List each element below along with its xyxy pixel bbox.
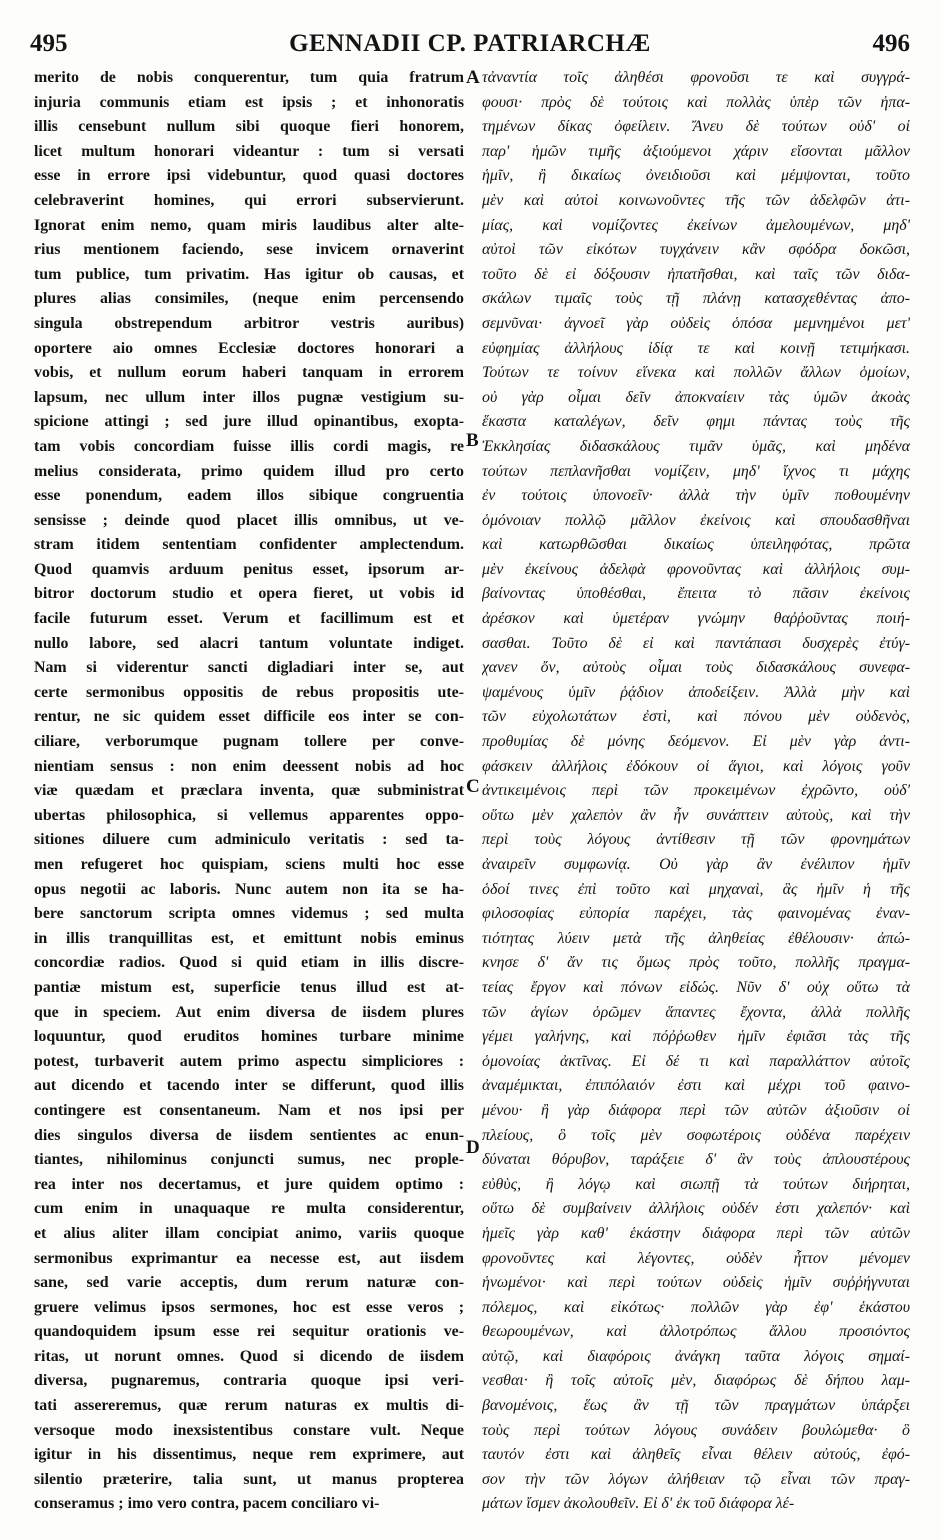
latin-text-line: opus negotii ac laboris. Nunc autem non ita se ha- bbox=[34, 880, 464, 898]
greek-text-line: μάτων ἴσμεν ἀκολουθεῖν. Εἰ δ' ἐκ τοῦ διάφορα λέ- bbox=[482, 1495, 795, 1513]
latin-text-line: sermonibus exprimantur ea necesse est, aut iisdem bbox=[34, 1249, 464, 1267]
greek-text-line: αὐτοὶ τῶν εἰκότων τυγχάνειν κἂν σφόδρα δοκῶσι, bbox=[482, 241, 910, 259]
latin-text-line: in illis tranquillitas est, et emittunt nobis eminus bbox=[34, 929, 464, 947]
latin-text-line: pantiæ mistum est, superficie tenus illud est at- bbox=[34, 978, 464, 996]
latin-text-line: ritas, ut norunt omnes. Quod si dicendo de iisdem bbox=[34, 1347, 464, 1365]
greek-text-line: ἀναιρεῖν συμφωνίᾳ. Οὐ γὰρ ἂν ἐνέλιπον ἡμῖν bbox=[482, 856, 910, 873]
latin-text-line: contingere est consentaneum. Nam et nos ipsi per bbox=[34, 1101, 464, 1119]
greek-text-line: χανεν ὄν, αὐτοὺς οἶμαι τοὺς διδασκάλους συνεφα- bbox=[482, 659, 910, 677]
latin-text-line: esse in errore ipsi videbuntur, quod quasi doctores bbox=[34, 167, 464, 185]
latin-text-line: nullo labore, sed alacri tantum voluntate indiget. bbox=[34, 634, 464, 652]
greek-text-line: τούτων πεπλανῆσθαι νομίζειν, μηδ' ἴχνος τι μάχης bbox=[482, 462, 910, 480]
latin-text-line: sitiones diluere cum adminiculo veritatis : sed ta- bbox=[34, 831, 464, 849]
greek-text-line: νεσθαι· ἢ τοῖς αὐτοῖς μὲν, διαφόρως δὲ δήπου λαμ- bbox=[482, 1372, 910, 1390]
latin-text-line: que in speciem. Aut enim diversa de iisdem plures bbox=[34, 1003, 464, 1021]
greek-text-line: τῶν ἁγίων ὁρῶμεν ἅπαντες ἔχοντα, ἀλλὰ πολλῆς bbox=[482, 1003, 910, 1021]
greek-text-line: μὲν ἐκείνους ἀδελφὰ φρονοῦντας καὶ ἀλλήλοις συμ- bbox=[482, 560, 910, 578]
greek-text-line: Ἐκκλησίας διδασκάλους τιμᾶν ὑμᾶς, καὶ μηδένα bbox=[482, 437, 910, 455]
greek-text-line: καὶ κατωρθῶσθαι δικαίως ὑπειληφότας, πρῶτα bbox=[482, 536, 910, 554]
latin-text-line: merito de nobis conquerentur, tum quia fratrum bbox=[34, 69, 464, 86]
latin-text-line: bere sanctorum scripta omnes videmus ; sed multa bbox=[34, 905, 464, 923]
greek-text-line: φουσι· πρὸς δὲ τούτοις καὶ πολλὰς ὑπὲρ τῶν ἠπα- bbox=[482, 93, 910, 111]
page-header bbox=[30, 30, 910, 66]
latin-column bbox=[34, 66, 464, 1517]
greek-text-line: αὐτῷ, καὶ διαφόροις ἀνάγκη ταῦτα λόγοις σημαί- bbox=[482, 1347, 910, 1365]
greek-text-line: οὕτω δὲ συμβαίνειν ἀλλήλοις οὐδέν ἐστι χαλεπόν· καὶ bbox=[482, 1200, 910, 1218]
right-page-number: 496 bbox=[872, 30, 910, 57]
latin-text-line: rea inter nos decertamus, et jure quidem optimo : bbox=[34, 1175, 464, 1193]
latin-text-line: certe sermonibus oppositis de rebus propositis ute- bbox=[34, 683, 464, 701]
latin-text-line: quandoquidem ipsum esse rei sequitur orationis ve- bbox=[34, 1323, 464, 1341]
latin-text-line: cum enim in unaquaque re multa considerentur, bbox=[34, 1200, 464, 1218]
greek-text-line: εὐφημίας ἀλλήλους ἰδίᾳ τε καὶ κοινῇ τετιμήκασι. bbox=[482, 339, 910, 357]
greek-text-line: πλείους, ὃ τοῖς μὲν σοφωτέροις οὐδένα παρέχειν bbox=[482, 1126, 910, 1144]
running-title: GENNADII CP. PATRIARCHÆ bbox=[289, 30, 651, 57]
greek-text-line: τιότητας λύειν μετὰ τῆς ἀληθείας ἐθέλουσιν· ἀπώ- bbox=[482, 929, 910, 947]
latin-text-line: et alius aliter illam concipiat animo, variis quoque bbox=[34, 1224, 464, 1242]
latin-text-line: gruere velimus ipsos sermones, hoc est esse veros ; bbox=[34, 1298, 464, 1316]
latin-text-line: Nam si viderentur sancti digladiari inter se, aut bbox=[34, 659, 464, 677]
greek-text-line: σασθαι. Τοῦτο δὲ εἰ καὶ παντάπασι δυσχερὲς ἐτύγ- bbox=[482, 634, 910, 652]
latin-text-line: aut dicendo et tacendo inter se differunt, quod illis bbox=[34, 1077, 464, 1095]
latin-text-line: dies singulos diversa de iisdem sentientes ac enun- bbox=[34, 1126, 464, 1144]
latin-text-line: spicione attingi ; sed jure illud opinantibus, exopta- bbox=[34, 413, 464, 431]
greek-text-line: τείας ἔργον καὶ πόνων εἰδώς. Νῦν δ' οὐχ οὕτω τὰ bbox=[482, 978, 910, 996]
greek-text-line: σκάλων τιμαῖς τοὺς τῇ πλάνῃ κατασχεθέντας ἀπο- bbox=[482, 290, 910, 308]
greek-text-line: οὐ γὰρ οἶμαι δεῖν ἀποκναίειν τὰς ὑμῶν ἀκοὰς bbox=[482, 388, 910, 406]
greek-text-line: παρ' ἡμῶν τιμῆς ἀξιούμενοι χάριν εἴσονται μᾶλλον bbox=[482, 142, 910, 160]
greek-text-line: ἡμεῖς γὰρ καθ' ἑκάστην διάφορα περὶ τῶν αὐτῶν bbox=[482, 1224, 910, 1242]
latin-text-line: licet multum honorari videantur : tum si versati bbox=[34, 142, 464, 160]
greek-text-line: φιλοσοφίας εὐπορία παρέχει, τὰς φαινομένας ἐναν- bbox=[482, 905, 910, 923]
greek-text-line: θεωρουμένων, καὶ ἀλλοτρόπως ἄλλου προσιόντος bbox=[482, 1323, 910, 1341]
greek-text-line: ἀναμέμικται, ἐπιπόλαιόν ἐστι καὶ μέχρι τοῦ φαινο- bbox=[482, 1077, 910, 1095]
latin-text-line: facile futurum esset. Verum et facillimum est et bbox=[34, 610, 464, 628]
latin-text-line: nientiam sensus : non enim deessent nobis ad hoc bbox=[34, 757, 464, 775]
latin-text-line: oportere aio omnes Ecclesiæ doctores honorari a bbox=[34, 339, 464, 357]
latin-text-line: sane, sed varie acceptis, dum rerum naturæ con- bbox=[34, 1274, 464, 1292]
margin-letter-d: D bbox=[466, 1137, 480, 1158]
greek-text-line: πόλεμος, καὶ εἰκότως· πολλῶν γὰρ ἐφ' ἑκάστου bbox=[482, 1298, 910, 1316]
latin-text-line: rius mentionem faciendo, sese invicem ornaverint bbox=[34, 241, 464, 259]
greek-text-line: τοὺς περὶ τούτων λόγους συνάδειν βουλώμεθα· ὃ bbox=[482, 1421, 910, 1439]
greek-text-line: τημένων δίκας ὀφείλειν. Ἄνευ δὲ τούτων οὐδ' οἱ bbox=[482, 118, 910, 136]
greek-text-line: ὁμόνοιαν πολλῷ μᾶλλον ἐκείνοις καὶ σπουδασθῆναι bbox=[482, 511, 910, 529]
latin-text-line: Quod quamvis arduum penitus esset, ipsorum ar- bbox=[34, 560, 464, 578]
greek-column bbox=[482, 66, 910, 1517]
margin-letter-b: B bbox=[466, 430, 479, 451]
greek-text-line: βανομένοις, ἕως ἂν τῇ τῶν πραγμάτων ὑπάρξει bbox=[482, 1397, 910, 1415]
latin-text-line: men refugeret hoc quispiam, sciens multi hoc esse bbox=[34, 856, 464, 873]
latin-text-line: bitror doctorum studio et opera fieret, ut vobis id bbox=[34, 585, 464, 603]
latin-text-line: tum publice, tum privatim. Has igitur ob causas, et bbox=[34, 265, 464, 283]
latin-text-line: ciliare, verborumque pugnam tollere per conve- bbox=[34, 733, 464, 751]
greek-text-line: οὕτω μὲν χαλεπὸν ἂν ἦν συνάπτειν αὐτοὺς, καὶ τὴν bbox=[482, 806, 910, 824]
greek-text-line: δύναται θόρυβον, ταράξειε δ' ἂν τοὺς ἁπλουστέρους bbox=[482, 1151, 910, 1169]
greek-text-line: φρονοῦντες καὶ λέγοντες, οὐδὲν ἧττον μένομεν bbox=[482, 1249, 910, 1267]
latin-text-line: conseramus ; imo vero contra, pacem conciliaro vi- bbox=[34, 1495, 380, 1513]
greek-text-line: ἐν τούτοις ὑπονοεῖν· ἀλλὰ τὴν ὑμῖν ποθουμένην bbox=[482, 487, 910, 505]
greek-text-line: γέμει γαλήνης, καὶ πόῤῥωθεν ἡμῖν ἐφιᾶσι τὰς τῆς bbox=[482, 1028, 910, 1046]
greek-text-line: μένου· ἢ γὰρ διάφορα περὶ τῶν αὐτῶν ἀξιοῦσιν οἱ bbox=[482, 1101, 910, 1119]
greek-text-line: φάσκειν ἀλλήλοις ἐδόκουν οἱ ἅγιοι, καὶ λόγοις γοῦν bbox=[482, 757, 910, 775]
latin-text-line: diversa, pugnaremus, contraria quoque ipsi veri- bbox=[34, 1372, 464, 1390]
latin-text-line: loquuntur, quod eruditos homines turbare minime bbox=[34, 1028, 464, 1046]
greek-text-line: ταυτόν ἐστι καὶ ἀληθεῖς εἶναι θέλειν αὐτούς, ἐφό- bbox=[482, 1446, 910, 1464]
latin-text-line: Ignorat enim nemo, quam miris laudibus alter alte- bbox=[34, 216, 464, 234]
margin-letter-a: A bbox=[466, 67, 480, 88]
latin-text-line: potest, turbaverit autem primo aspectu simpliciores : bbox=[34, 1052, 464, 1070]
latin-text-line: esse ponendum, eadem illos sibique congruentia bbox=[34, 487, 464, 505]
greek-text-line: ὁμονοίας ἀκτῖνας. Εἰ δέ τι καὶ παραλλάττον αὐτοῖς bbox=[482, 1052, 910, 1070]
latin-text-line: vobis, et nullum eorum haberi tanquam in errorem bbox=[34, 364, 464, 382]
greek-text-line: ἡμῖν, ἢ δικαίως ὀνειδιοῦσι καὶ μέμψονται, τοῦτο bbox=[482, 167, 910, 185]
margin-letter-c: C bbox=[466, 776, 480, 797]
latin-text-line: tati assereremus, quæ rerum naturas ex multis di- bbox=[34, 1397, 464, 1415]
latin-text-line: tiantes, nihilominus conjuncti sumus, nec prople- bbox=[34, 1151, 464, 1169]
latin-text-line: injuria communis etiam est ipsis ; et inhonoratis bbox=[34, 93, 464, 111]
greek-text-line: τοῦτο δὲ εἰ δόξουσιν ἠπατῆσθαι, καὶ ταῖς τῶν διδα- bbox=[482, 265, 910, 283]
latin-text-line: igitur in his dissentimus, neque rem exprimere, aut bbox=[34, 1446, 464, 1464]
greek-text-line: εὐθὺς, ἢ λόγῳ καὶ σιωπῇ τὰ τούτων διήρηται, bbox=[482, 1175, 910, 1193]
latin-text-line: illis censebunt nullum sibi quoque fieri honorem, bbox=[34, 118, 464, 136]
greek-text-line: προθυμίας δὲ μόνης δεόμενον. Εἰ μὲν γὰρ ἀντι- bbox=[482, 733, 910, 751]
greek-text-line: ψαμένους ὑμῖν ῥᾴδιον ἀποδείξειν. Ἀλλὰ μὴν καὶ bbox=[482, 683, 910, 701]
latin-text-line: stram itidem sententiam confidenter amplectendum. bbox=[34, 536, 464, 554]
latin-text-line: rentur, ne sic quidem esset difficile eos inter se con- bbox=[34, 708, 464, 726]
latin-text-line: sensisse ; deinde quod placet illis omnibus, ut ve- bbox=[34, 511, 464, 529]
greek-text-line: ἀρέσκον καὶ ὑμετέραν γνώμην θαῤῥοῦντας ποιή- bbox=[482, 610, 910, 628]
latin-text-line: celebraverint homines, qui errori subservierunt. bbox=[34, 191, 464, 209]
greek-text-line: κνησε δ' ἄν τις ὅμως πρὸς τοῦτο, πολλῆς πραγμα- bbox=[482, 954, 910, 972]
latin-text-line: singula obstrependum arbitror vestris auribus) bbox=[34, 314, 464, 332]
greek-text-line: ὁδοί τινες ἐπὶ τοῦτο καὶ μηχαναὶ, ἃς ἡμῖν ἡ τῆς bbox=[482, 880, 910, 898]
greek-text-line: Τούτων τε τοίνυν εἵνεκα καὶ πολλῶν ἄλλων ὁμοίων, bbox=[482, 364, 910, 382]
greek-text-line: μὲν καὶ αὐτοὶ κοινωνοῦντες τῆς τῶν ἀδελφῶν ἀτι- bbox=[482, 191, 910, 209]
greek-text-line: ἀντικειμένοις περὶ τῶν προκειμένων ἐχρῶντο, οὐδ' bbox=[482, 782, 910, 800]
latin-text-line: viæ quædam et præclara inventa, quæ subministrat bbox=[34, 782, 464, 800]
greek-text-line: τῶν εὐχολωτάτων ἐστὶ, καὶ πόνου μὲν οὐδενὸς, bbox=[482, 708, 910, 726]
latin-text-line: silentio præterire, talia sunt, ut manus propterea bbox=[34, 1470, 464, 1488]
latin-text-line: lapsum, nec ullum inter illos pugnæ vestigium su- bbox=[34, 388, 464, 406]
latin-text-line: melius considerata, primo quidem illud pro certo bbox=[34, 462, 464, 480]
latin-text-line: versoque modo inexsistentibus constare vult. Neque bbox=[34, 1421, 464, 1439]
greek-text-line: μίας, καὶ νομίζοντες ἐκείνων ἀμελουμένων, μηδ' bbox=[482, 216, 910, 234]
greek-text-line: σεμνῦναι· ἀγνοεῖ γὰρ οὐδεὶς ὁπόσα μεμνημένοι μετ' bbox=[482, 314, 910, 332]
greek-text-line: ἕκαστα καταλέγων, δεῖν φημι πάντας τοὺς τῆς bbox=[482, 413, 910, 431]
greek-text-line: τἀναντία τοῖς ἀληθέσι φρονοῦσι τε καὶ συγγρά- bbox=[482, 69, 910, 86]
latin-text-line: tam vobis concordiam fuisse illis cordi magis, re bbox=[34, 437, 464, 455]
greek-text-line: βαίνοντας ὑποθέσθαι, ἔπειτα τὸ πᾶσιν ἐκείνοις bbox=[482, 585, 910, 603]
latin-text-line: concordiæ radios. Quod si quid etiam in illis discre- bbox=[34, 954, 464, 972]
latin-text-line: ubertas philosophica, si vellemus apparentes oppo- bbox=[34, 806, 464, 824]
greek-text-line: ἡνωμένοι· καὶ περὶ τούτων οὐδεὶς ἡμῖν συῤῥήγνυται bbox=[482, 1274, 910, 1292]
greek-text-line: σον τὴν τῶν λόγων ἀλήθειαν τῷ εἶναι τῶν πραγ- bbox=[482, 1470, 910, 1488]
latin-text-line: plures alias consimiles, (neque enim percensendo bbox=[34, 290, 464, 308]
greek-text-line: περὶ τοὺς λόγους ἀντίθεσιν τῇ τῶν φρονημάτων bbox=[482, 831, 910, 849]
left-page-number: 495 bbox=[30, 30, 68, 57]
